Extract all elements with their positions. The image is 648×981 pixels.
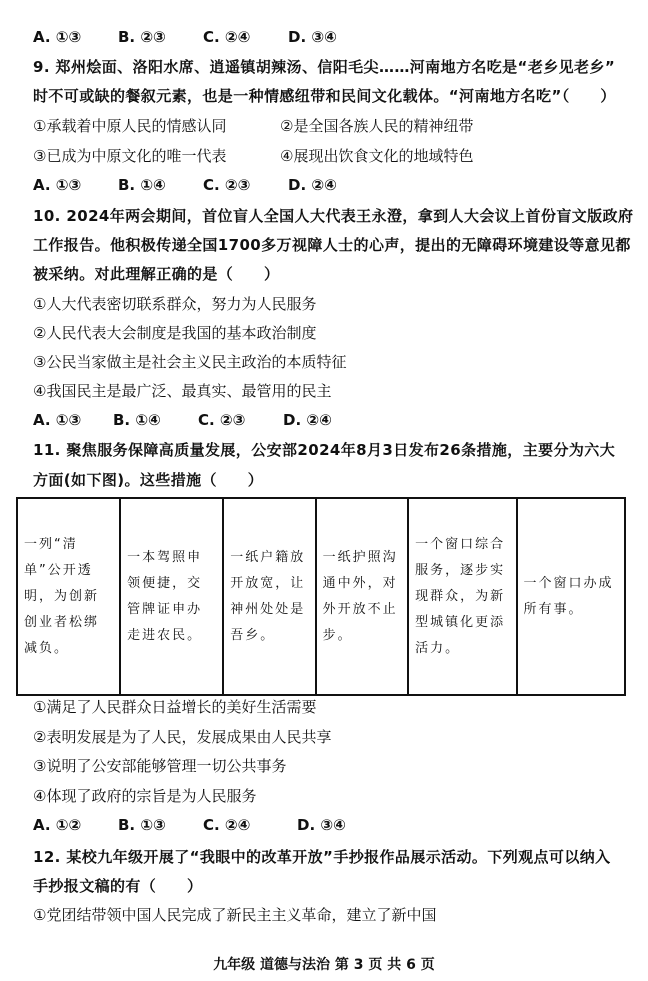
- q11-statement-2: ②表明发展是为了人民，发展成果由人民共享: [33, 728, 332, 746]
- option-a: A. ①③: [33, 411, 82, 429]
- q9-stem-line-2: 时不可或缺的餐叙元素，也是一种情感纽带和民间文化载体。“河南地方名吃”（ ）: [33, 87, 616, 105]
- option-a: A. ①②: [33, 816, 82, 834]
- option-c: C. ②④: [203, 28, 251, 46]
- option-b: B. ①④: [118, 176, 166, 194]
- q10-stem-line-3: 被采纳。对此理解正确的是（ ）: [33, 265, 280, 283]
- q10-statement-1: ①人大代表密切联系群众，努力为人民服务: [33, 295, 317, 313]
- q12-stem-line-2: 手抄报文稿的有（ ）: [33, 877, 203, 895]
- measure-cell-1: 一列“清单”公开透明，为创新创业者松绑减负。: [17, 498, 120, 695]
- q9-statement-1: ①承载着中原人民的情感认同: [33, 117, 227, 135]
- option-d: D. ②④: [283, 411, 332, 429]
- option-b: B. ①④: [113, 411, 161, 429]
- q11-stem-line-1: 11. 聚焦服务保障高质量发展，公安部2024年8月3日发布26条措施，主要分为六大: [33, 441, 616, 459]
- option-c: C. ②③: [198, 411, 246, 429]
- q10-stem-line-1: 10. 2024年两会期间，首位盲人全国人大代表王永澄，拿到人大会议上首份盲文版政府: [33, 207, 634, 225]
- q11-stem-line-2: 方面(如下图)。这些措施（ ）: [33, 471, 264, 489]
- option-a: A. ①③: [33, 28, 82, 46]
- option-d: D. ②④: [288, 176, 337, 194]
- option-c: C. ②④: [203, 816, 251, 834]
- measure-cell-2: 一本驾照申领便捷，交管牌证申办走进农民。: [120, 498, 223, 695]
- measures-table: [16, 497, 626, 696]
- q12-statement-1: ①党团结带领中国人民完成了新民主主义革命，建立了新中国: [33, 906, 437, 924]
- q10-stem-line-2: 工作报告。他积极传递全国1700多万视障人士的心声，提出的无障碍环境建设等意见都: [33, 236, 631, 254]
- q10-statement-4: ④我国民主是最广泛、最真实、最管用的民主: [33, 382, 332, 400]
- q10-statement-3: ③公民当家做主是社会主义民主政治的本质特征: [33, 353, 347, 371]
- q12-stem-line-1: 12. 某校九年级开展了“我眼中的改革开放”手抄报作品展示活动。下列观点可以纳入: [33, 848, 611, 866]
- option-a: A. ①③: [33, 176, 82, 194]
- q11-statement-3: ③说明了公安部能够管理一切公共事务: [33, 757, 287, 775]
- option-c: C. ②③: [203, 176, 251, 194]
- page-footer: 九年级 道德与法治 第 3 页 共 6 页: [213, 957, 435, 973]
- option-b: B. ②③: [118, 28, 166, 46]
- q9-statement-4: ④展现出饮食文化的地域特色: [280, 147, 474, 165]
- q9-stem-line-1: 9. 郑州烩面、洛阳水席、逍遥镇胡辣汤、信阳毛尖……河南地方名吃是“老乡见老乡”: [33, 58, 616, 76]
- option-d: D. ③④: [297, 816, 346, 834]
- measure-cell-5: 一个窗口综合服务，逐步实现群众，为新型城镇化更添活力。: [408, 498, 516, 695]
- q11-statement-1: ①满足了人民群众日益增长的美好生活需要: [33, 698, 317, 716]
- q11-statement-4: ④体现了政府的宗旨是为人民服务: [33, 787, 257, 805]
- measure-cell-6: 一个窗口办成所有事。: [517, 498, 625, 695]
- q9-statement-2: ②是全国各族人民的精神纽带: [280, 117, 474, 135]
- option-b: B. ①③: [118, 816, 166, 834]
- option-d: D. ③④: [288, 28, 337, 46]
- measure-cell-4: 一纸护照沟通中外，对外开放不止步。: [316, 498, 408, 695]
- measure-cell-3: 一纸户籍放开放宽，让神州处处是吾乡。: [223, 498, 315, 695]
- q10-statement-2: ②人民代表大会制度是我国的基本政治制度: [33, 324, 317, 342]
- q9-statement-3: ③已成为中原文化的唯一代表: [33, 147, 227, 165]
